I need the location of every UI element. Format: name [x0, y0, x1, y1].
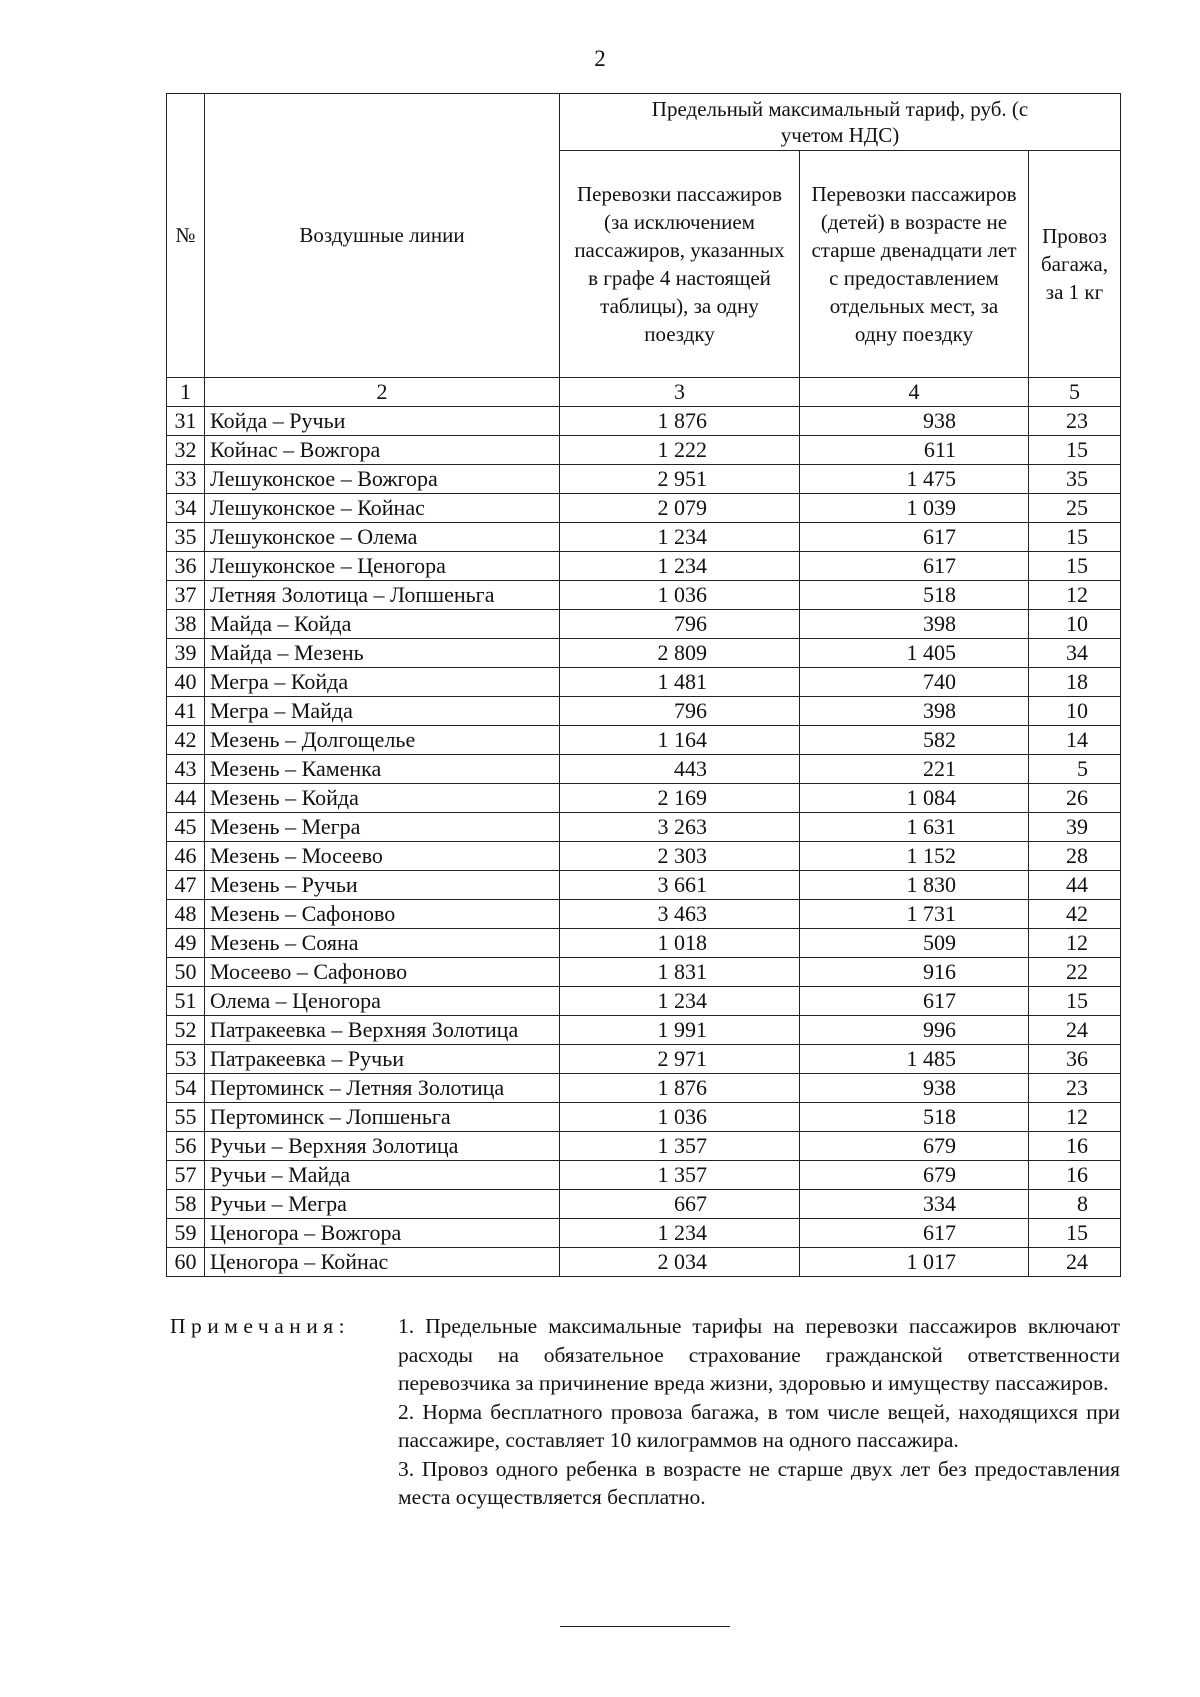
cell-baggage: 16 [1029, 1161, 1121, 1190]
table-row [167, 1016, 1121, 1045]
cell-child: 679 [800, 1161, 1029, 1190]
cell-no: 31 [167, 407, 205, 436]
cell-child: 518 [800, 581, 1029, 610]
cell-line: Лешуконское – Олема [205, 523, 560, 552]
notes-section [170, 1312, 1120, 1512]
table-row [167, 1045, 1121, 1074]
cell-no: 59 [167, 1219, 205, 1248]
cell-child: 679 [800, 1132, 1029, 1161]
cell-baggage: 10 [1029, 697, 1121, 726]
cell-child: 221 [800, 755, 1029, 784]
cell-adult: 1 481 [560, 668, 800, 697]
cell-child: 1 631 [800, 813, 1029, 842]
table-row [167, 407, 1121, 436]
cell-baggage: 10 [1029, 610, 1121, 639]
table-row [167, 1190, 1121, 1219]
table-row [167, 1074, 1121, 1103]
cell-line: Лешуконское – Вожгора [205, 465, 560, 494]
cell-line: Ручьи – Верхняя Золотица [205, 1132, 560, 1161]
cell-child: 617 [800, 523, 1029, 552]
cell-no: 52 [167, 1016, 205, 1045]
cell-adult: 1 876 [560, 1074, 800, 1103]
cell-child: 398 [800, 610, 1029, 639]
cell-line: Майда – Койда [205, 610, 560, 639]
cell-child: 617 [800, 987, 1029, 1016]
cell-adult: 2 303 [560, 842, 800, 871]
cell-no: 34 [167, 494, 205, 523]
table-row [167, 668, 1121, 697]
table-row [167, 842, 1121, 871]
cell-no: 58 [167, 1190, 205, 1219]
column-number: 3 [560, 378, 800, 407]
cell-adult: 3 463 [560, 900, 800, 929]
cell-adult: 2 169 [560, 784, 800, 813]
cell-no: 37 [167, 581, 205, 610]
note-item: 1. Предельные максимальные тарифы на перевозки пассажиров включают расходы на обязательное страхование гражданской ответственности перевозчика за причинение вреда жизни, здоровью и имуществу пассажиров. [398, 1314, 1120, 1395]
cell-no: 55 [167, 1103, 205, 1132]
cell-baggage: 15 [1029, 552, 1121, 581]
cell-no: 53 [167, 1045, 205, 1074]
cell-child: 1 485 [800, 1045, 1029, 1074]
table-row [167, 987, 1121, 1016]
column-number: 1 [167, 378, 205, 407]
cell-line: Пертоминск – Лопшеньга [205, 1103, 560, 1132]
note-item: 2. Норма бесплатного провоза багажа, в том числе вещей, находящихся при пассажире, составляет 10 килограммов на одного пассажира. [398, 1399, 1120, 1452]
cell-no: 56 [167, 1132, 205, 1161]
cell-child: 1 084 [800, 784, 1029, 813]
header-baggage-fare: Провоз багажа, за 1 кг [1029, 151, 1121, 378]
cell-child: 1 039 [800, 494, 1029, 523]
table-row [167, 639, 1121, 668]
cell-no: 41 [167, 697, 205, 726]
cell-no: 40 [167, 668, 205, 697]
cell-child: 509 [800, 929, 1029, 958]
cell-no: 42 [167, 726, 205, 755]
end-rule [560, 1626, 730, 1627]
cell-baggage: 24 [1029, 1016, 1121, 1045]
cell-no: 35 [167, 523, 205, 552]
cell-baggage: 12 [1029, 581, 1121, 610]
cell-line: Мезень – Долгощелье [205, 726, 560, 755]
cell-adult: 1 018 [560, 929, 800, 958]
cell-baggage: 34 [1029, 639, 1121, 668]
cell-no: 33 [167, 465, 205, 494]
cell-line: Мезень – Мосеево [205, 842, 560, 871]
cell-child: 617 [800, 552, 1029, 581]
cell-child: 938 [800, 407, 1029, 436]
table-row [167, 1161, 1121, 1190]
cell-adult: 1 234 [560, 552, 800, 581]
table-row [167, 1248, 1121, 1277]
cell-baggage: 16 [1029, 1132, 1121, 1161]
cell-line: Лешуконское – Ценогора [205, 552, 560, 581]
table-row [167, 494, 1121, 523]
cell-baggage: 36 [1029, 1045, 1121, 1074]
cell-adult: 2 034 [560, 1248, 800, 1277]
cell-line: Ценогора – Вожгора [205, 1219, 560, 1248]
cell-line: Пертоминск – Летняя Золотица [205, 1074, 560, 1103]
cell-adult: 3 263 [560, 813, 800, 842]
cell-baggage: 39 [1029, 813, 1121, 842]
cell-adult: 1 164 [560, 726, 800, 755]
table-row [167, 523, 1121, 552]
cell-no: 50 [167, 958, 205, 987]
cell-no: 48 [167, 900, 205, 929]
cell-line: Ручьи – Майда [205, 1161, 560, 1190]
cell-adult: 2 971 [560, 1045, 800, 1074]
cell-baggage: 26 [1029, 784, 1121, 813]
cell-adult: 1 234 [560, 523, 800, 552]
cell-child: 1 475 [800, 465, 1029, 494]
column-number: 4 [800, 378, 1029, 407]
column-number: 2 [205, 378, 560, 407]
cell-no: 51 [167, 987, 205, 1016]
cell-baggage: 15 [1029, 436, 1121, 465]
cell-adult: 2 809 [560, 639, 800, 668]
cell-baggage: 42 [1029, 900, 1121, 929]
cell-line: Мезень – Койда [205, 784, 560, 813]
cell-no: 38 [167, 610, 205, 639]
cell-line: Ценогора – Койнас [205, 1248, 560, 1277]
cell-no: 49 [167, 929, 205, 958]
cell-adult: 1 222 [560, 436, 800, 465]
table-row [167, 581, 1121, 610]
cell-adult: 1 234 [560, 987, 800, 1016]
cell-child: 996 [800, 1016, 1029, 1045]
cell-line: Майда – Мезень [205, 639, 560, 668]
cell-line: Лешуконское – Койнас [205, 494, 560, 523]
cell-baggage: 8 [1029, 1190, 1121, 1219]
cell-no: 60 [167, 1248, 205, 1277]
cell-baggage: 44 [1029, 871, 1121, 900]
cell-line: Мезень – Сафоново [205, 900, 560, 929]
cell-child: 617 [800, 1219, 1029, 1248]
cell-line: Мосеево – Сафоново [205, 958, 560, 987]
cell-no: 47 [167, 871, 205, 900]
cell-baggage: 23 [1029, 407, 1121, 436]
cell-child: 916 [800, 958, 1029, 987]
cell-line: Мезень – Сояна [205, 929, 560, 958]
cell-no: 43 [167, 755, 205, 784]
table-row [167, 610, 1121, 639]
cell-child: 611 [800, 436, 1029, 465]
table-row [167, 755, 1121, 784]
cell-line: Мегра – Майда [205, 697, 560, 726]
table-row [167, 436, 1121, 465]
tariff-table [166, 93, 1121, 1277]
header-air-lines: Воздушные линии [205, 94, 560, 378]
notes-title: Примечания: [170, 1314, 351, 1338]
cell-child: 582 [800, 726, 1029, 755]
table-body [167, 407, 1121, 1277]
cell-baggage: 24 [1029, 1248, 1121, 1277]
cell-line: Мезень – Мегра [205, 813, 560, 842]
cell-baggage: 22 [1029, 958, 1121, 987]
cell-adult: 2 951 [560, 465, 800, 494]
cell-line: Летняя Золотица – Лопшеньга [205, 581, 560, 610]
cell-baggage: 35 [1029, 465, 1121, 494]
cell-adult: 1 876 [560, 407, 800, 436]
cell-child: 1 405 [800, 639, 1029, 668]
table-row [167, 871, 1121, 900]
cell-no: 39 [167, 639, 205, 668]
table-row [167, 697, 1121, 726]
table-row [167, 900, 1121, 929]
cell-adult: 3 661 [560, 871, 800, 900]
table-row [167, 929, 1121, 958]
cell-baggage: 12 [1029, 1103, 1121, 1132]
table-row [167, 958, 1121, 987]
cell-no: 54 [167, 1074, 205, 1103]
cell-line: Мезень – Каменка [205, 755, 560, 784]
cell-child: 518 [800, 1103, 1029, 1132]
cell-baggage: 15 [1029, 1219, 1121, 1248]
header-child-fare: Перевозки пассажиров (детей) в возрасте не старше двенадцати лет с предоставлением отдельных мест, за одну поездку [800, 151, 1029, 378]
cell-no: 44 [167, 784, 205, 813]
table-row [167, 813, 1121, 842]
cell-no: 36 [167, 552, 205, 581]
page-number: 2 [594, 46, 606, 71]
cell-baggage: 28 [1029, 842, 1121, 871]
cell-adult: 796 [560, 610, 800, 639]
cell-baggage: 18 [1029, 668, 1121, 697]
cell-child: 1 017 [800, 1248, 1029, 1277]
cell-child: 1 152 [800, 842, 1029, 871]
table-row [167, 784, 1121, 813]
header-adult-fare: Перевозки пассажиров (за исключением пассажиров, указанных в графе 4 настоящей таблицы), за одну поездку [560, 151, 800, 378]
cell-baggage: 25 [1029, 494, 1121, 523]
cell-adult: 1 831 [560, 958, 800, 987]
cell-adult: 1 357 [560, 1132, 800, 1161]
cell-no: 57 [167, 1161, 205, 1190]
cell-baggage: 15 [1029, 987, 1121, 1016]
cell-adult: 796 [560, 697, 800, 726]
table-header [167, 94, 1121, 407]
table-row [167, 552, 1121, 581]
cell-child: 334 [800, 1190, 1029, 1219]
cell-adult: 1 234 [560, 1219, 800, 1248]
cell-adult: 1 036 [560, 1103, 800, 1132]
cell-no: 45 [167, 813, 205, 842]
cell-line: Патракеевка – Ручьи [205, 1045, 560, 1074]
cell-no: 32 [167, 436, 205, 465]
column-number: 5 [1029, 378, 1121, 407]
header-tariff-group: Предельный максимальный тариф, руб. (с учетом НДС) [560, 94, 1121, 151]
table-row [167, 1219, 1121, 1248]
table-row [167, 465, 1121, 494]
table-row [167, 1132, 1121, 1161]
cell-adult: 1 991 [560, 1016, 800, 1045]
cell-baggage: 15 [1029, 523, 1121, 552]
cell-adult: 667 [560, 1190, 800, 1219]
cell-line: Ручьи – Мегра [205, 1190, 560, 1219]
cell-child: 740 [800, 668, 1029, 697]
cell-adult: 443 [560, 755, 800, 784]
cell-child: 398 [800, 697, 1029, 726]
cell-adult: 2 079 [560, 494, 800, 523]
cell-line: Олема – Ценогора [205, 987, 560, 1016]
cell-baggage: 5 [1029, 755, 1121, 784]
cell-baggage: 14 [1029, 726, 1121, 755]
cell-adult: 1 036 [560, 581, 800, 610]
cell-baggage: 23 [1029, 1074, 1121, 1103]
header-number: № [167, 94, 205, 378]
cell-child: 1 830 [800, 871, 1029, 900]
cell-no: 46 [167, 842, 205, 871]
cell-line: Патракеевка – Верхняя Золотица [205, 1016, 560, 1045]
cell-adult: 1 357 [560, 1161, 800, 1190]
column-numbers-row [167, 378, 1121, 407]
table-row [167, 1103, 1121, 1132]
note-item: 3. Провоз одного ребенка в возрасте не старше двух лет без предоставления места осуществляется бесплатно. [398, 1456, 1120, 1509]
cell-child: 938 [800, 1074, 1029, 1103]
cell-line: Мегра – Койда [205, 668, 560, 697]
cell-line: Койда – Ручьи [205, 407, 560, 436]
cell-line: Мезень – Ручьи [205, 871, 560, 900]
notes-body [398, 1312, 1120, 1512]
table-row [167, 726, 1121, 755]
cell-child: 1 731 [800, 900, 1029, 929]
cell-line: Койнас – Вожгора [205, 436, 560, 465]
cell-baggage: 12 [1029, 929, 1121, 958]
